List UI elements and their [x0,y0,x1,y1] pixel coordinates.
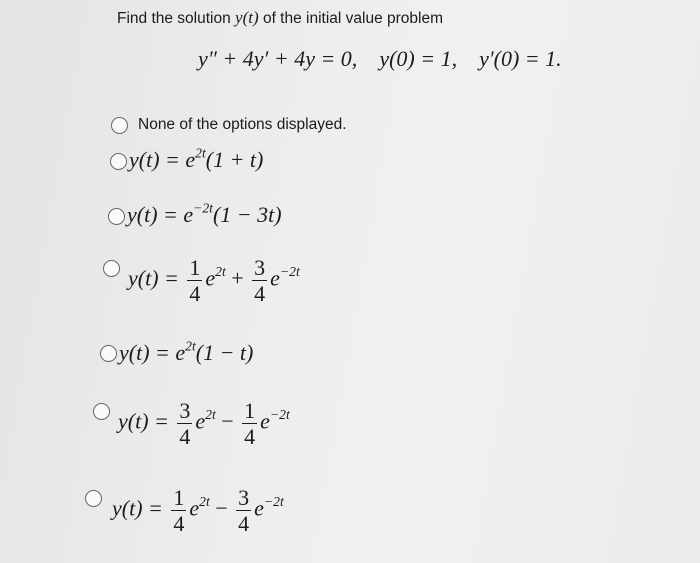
initial-condition-1: y(0) = 1, [379,46,458,71]
prompt-text: Find the solution [117,10,236,27]
fraction: $\frac{1}{4}$ [244,398,256,450]
option-6-expression: y(t) = $\frac{1}{4}$ $e^{2t}$ − $\frac{3}{4}$ $e^{-2t}$ [112,485,284,537]
ode-equation [198,46,562,72]
option-1-expression: $y(t) = e^{2t}(1 + t)$ [129,145,264,172]
fraction: $\frac{1}{4}$ [189,255,201,307]
radio-option-3[interactable] [103,260,120,277]
prompt-function: y(t) [235,8,259,27]
fraction: $\frac{3}{4}$ [238,485,250,537]
radio-option-6[interactable] [85,490,102,507]
initial-condition-2: y′(0) = 1. [479,46,562,71]
radio-option-4[interactable] [100,345,117,362]
option-3-expression: y(t) = $\frac{1}{4}$ $e^{2t}$ + $\frac{3}{4}$ $e^{-2t}$ [128,255,300,307]
ode-expression: y″ + 4y′ + 4y = 0, [198,46,358,71]
radio-option-5[interactable] [93,403,110,420]
option-5-expression: y(t) = $\frac{3}{4}$ $e^{2t}$ − $\frac{1}{4}$ $e^{-2t}$ [118,398,290,450]
question-prompt [117,8,443,28]
option-2-expression: $y(t) = e^{-2t}(1 - 3t)$ [127,200,282,227]
radio-option-2[interactable] [108,208,125,225]
fraction: $\frac{3}{4}$ [179,398,191,450]
radio-option-1[interactable] [110,153,127,170]
option-4-expression: $y(t) = e^{2t}(1 - t)$ [119,338,254,365]
fraction: $\frac{1}{4}$ [173,485,185,537]
fraction: $\frac{3}{4}$ [254,255,266,307]
radio-none[interactable] [111,117,128,134]
prompt-text-end: of the initial value problem [258,10,444,27]
option-none-label: None of the options displayed. [138,116,347,133]
